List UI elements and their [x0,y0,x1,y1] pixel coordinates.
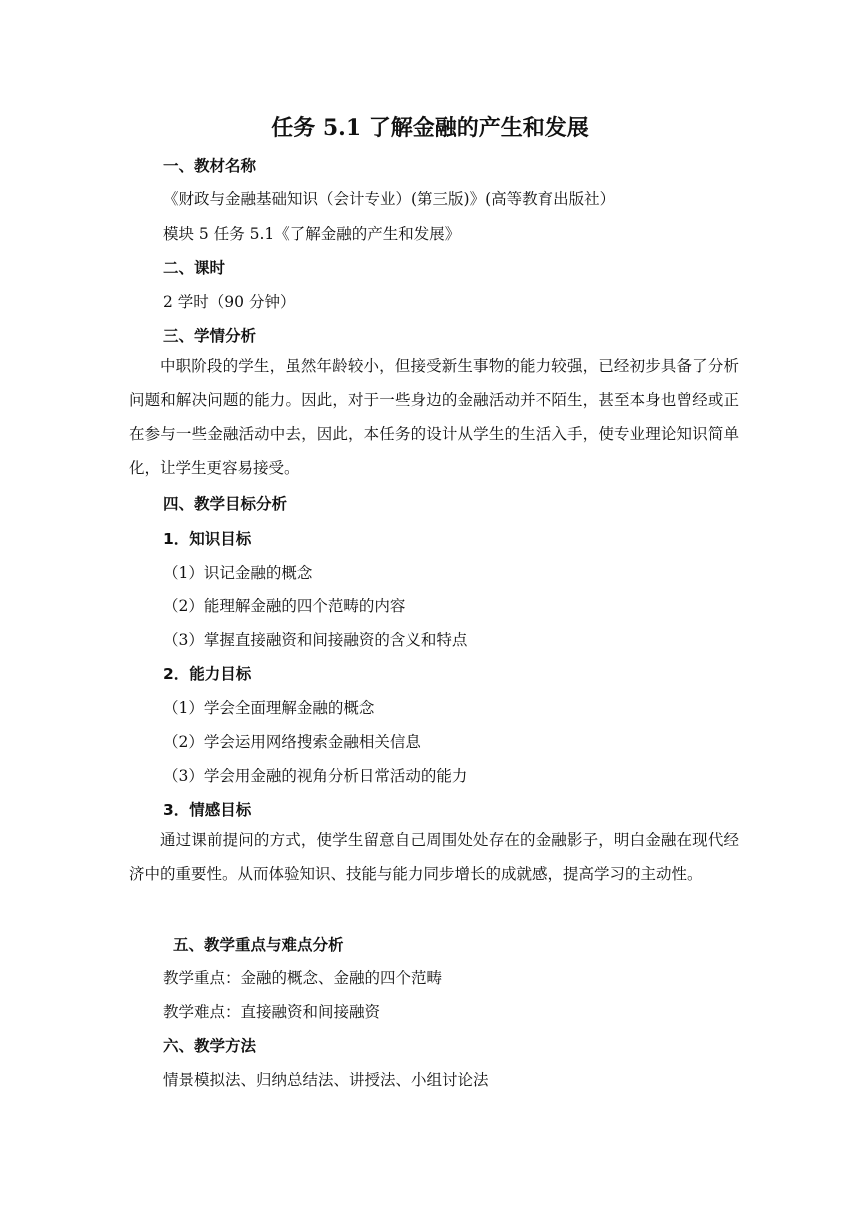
class-hours-value: 2 学时（90 分钟） [163,293,296,311]
textbook-title: 《财政与金融基础知识（会计专业）(第三版)》(高等教育出版社） [163,190,616,208]
teaching-methods-line: 情景模拟法、归纳总结法、讲授法、小组讨论法 [163,1071,489,1089]
heading-teaching-objectives: 四、教学目标分析 [163,495,288,513]
heading-ability-objectives: 2．能力目标 [163,665,252,683]
heading-class-hours: 二、课时 [163,259,226,277]
knowledge-objective-item: （2）能理解金融的四个范畴的内容 [163,597,406,615]
heading-emotion-objectives: 3．情感目标 [163,801,252,819]
difficult-point-line: 教学难点：直接融资和间接融资 [163,1003,381,1021]
key-point-line: 教学重点：金融的概念、金融的四个范畴 [163,969,443,987]
heading-teaching-methods: 六、教学方法 [163,1037,257,1055]
knowledge-objective-item: （3）掌握直接融资和间接融资的含义和特点 [163,631,468,649]
heading-key-points: 五、教学重点与难点分析 [173,936,344,954]
ability-objective-item: （1）学会全面理解金融的概念 [163,699,375,717]
ability-objective-item: （3）学会用金融的视角分析日常活动的能力 [163,767,468,785]
document-title: 任务 5.1 了解金融的产生和发展 [271,115,589,141]
heading-knowledge-objectives: 1．知识目标 [163,530,252,548]
ability-objective-item: （2）学会运用网络搜索金融相关信息 [163,733,421,751]
knowledge-objective-item: （1）识记金融的概念 [163,564,313,582]
heading-student-analysis: 三、学情分析 [163,327,257,345]
emotion-objectives-paragraph: 通过课前提问的方式，使学生留意自己周围处处存在的金融影子，明白金融在现代经济中的重要性。从而体验知识、技能与能力同步增长的成就感，提高学习的主动性。 [129,831,739,883]
heading-textbook-name: 一、教材名称 [163,157,257,175]
textbook-module: 模块 5 任务 5.1《了解金融的产生和发展》 [163,225,461,243]
student-analysis-paragraph: 中职阶段的学生，虽然年龄较小，但接受新生事物的能力较强，已经初步具备了分析问题和解决问题的能力。因此，对于一些身边的金融活动并不陌生，甚至本身也曾经或正在参与一些金融活动中去，因此，本任务的设计从学生的生活入手，使专业理论知识简单化，让学生更容易接受。 [129,357,739,477]
